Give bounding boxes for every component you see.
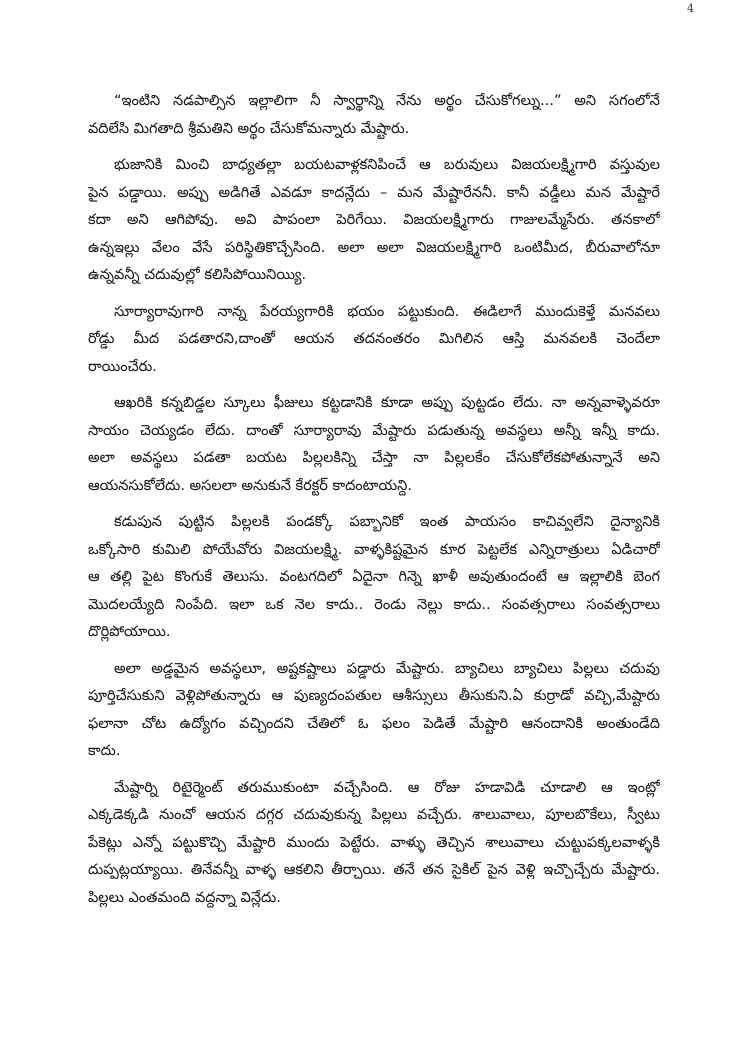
text-line: రోడ్డు మీద పడతారని,దాంతో ఆయన తదనంతరం మిగిలిన ఆస్తి మనవలకి చెందేలా (88, 331, 660, 347)
text-line: కదా అని ఆగిపోవు. అవి పాపంలా పెరిగేయి. విజయలక్ష్మిగారు గాజులమ్మేసేరు. తనకాలో (88, 212, 660, 228)
paragraph-4 (88, 390, 660, 500)
paragraph-2 (88, 152, 660, 290)
text-line: అలా అవస్థలు పడతా బయట పిల్లలకిన్ని చేస్తా నా పిల్లలకేం చేసుకోలేకపోతున్నానే అని (88, 450, 660, 466)
text-line: పేకెట్లు ఎన్నో పట్టుకొచ్చి మేష్టారి ముందు పెట్టేరు. వాళ్ళు తెచ్చిన శాలువాలు చుట్టుపక్కలవాళ్ళకి (88, 834, 660, 851)
text-line: సూర్యారావుగారి నాన్న పేరయ్యగారికి భయం పట్టుకుంది. ఈడిలాగే ముందుకెళ్తే మనవలు (114, 303, 660, 320)
text-line: దుప్పట్లయ్యాయి. తినేవన్నీ వాళ్ళ ఆకలిని తీర్చాయి. తనే తన సైకిల్ పైన వెళ్లి ఇచ్చొచ్చేరు మేష్టారు. (88, 862, 660, 878)
paragraph-6 (88, 656, 660, 766)
text-line: కడుపున పుట్టిన పిల్లలకి పండక్కో పబ్బానికో ఇంత పాయసం కాచివ్వలేని దైన్యానికి (114, 514, 660, 530)
text-line: మొదలయ్యేది నింపేది. ఇలా ఒక నెల కాదు.. రెండు నెల్లు కాదు.. సంవత్సరాలు సంవత్సరాలు (88, 596, 660, 613)
text-line: ఎక్కడెక్కడి నుంచో ఆయన దగ్గర చదువుకున్న పిల్లలు వచ్చేరు. శాలువాలు, పూలబొకేలు, స్వీటు (88, 807, 660, 823)
document-body (88, 88, 660, 921)
text-line: ఉన్నఇల్లు వేలం వేసే పరిస్థితికొచ్చేసింది. అలా అలా విజయలక్ష్మిగారి ఒంటిమీద, బీరువాలోనూ (88, 239, 660, 256)
text-line: ఆ తల్లి పైట కొంగుకే తెలుసు. వంటగదిలో ఏదైనా గిన్నె ఖాళీ అవుతుందంటే ఆ ఇల్లాలికి బెంగ (88, 569, 660, 585)
text-line: అలా అడ్డమైన అవస్థలూ, అష్టకష్టాలు పడ్డారు మేష్టారు. బ్యాచిలు బ్యాచిలు పిల్లలు చదువు (114, 660, 660, 677)
text-line: పిల్లలు ఎంతమంది వద్దన్నా విన్లేదు. (88, 889, 281, 906)
text-line: కాదు. (88, 743, 121, 759)
text-line: ఉన్నవన్నీ చదువుల్లో కలిసిపోయినియ్యి. (88, 267, 307, 283)
text-line: ఫలానా చోట ఉద్యోగం వచ్చిందని చేతిలో ఓ ఫలం పెడితే మేష్టారి ఆనందానికి అంతుండేది (88, 715, 660, 732)
text-line: భుజానికి మించి బాధ్యతల్లా బయటవాళ్లకనిపించే ఆ బరువులు విజయలక్ష్మిగారి వస్తువుల (114, 157, 660, 173)
paragraph-5 (88, 509, 660, 647)
text-line: ఆయనసుకోలేదు. అసలలా అనుకునే కేరక్టర్ కాదంటాయన్ది. (88, 477, 412, 494)
page-number: 4 (687, 2, 694, 15)
text-line: మేష్టార్ని రిటైర్మెంట్ తరుముకుంటా వచ్చేసింది. ఆ రోజు హడావిడి చూడాలి ఆ ఇంట్లో (114, 779, 660, 796)
text-line: ఒక్కోసారి కుమిలి పోయేవోరు విజయలక్ష్మి. వాళ్ళకిష్టమైన కూర పెట్టలేక ఎన్నిరాత్రులు ఏడిచారో (88, 541, 660, 558)
text-line: పూర్తిచేసుకుని వెళ్లిపోతున్నారు ఆ పుణ్యదంపతుల ఆశీస్సులు తీసుకుని.ఏ కుర్రాడో వచ్చి,మేష్టారు (88, 688, 660, 704)
text-line: దొర్లిపోయాయి. (88, 624, 171, 640)
text-line: ఆఖరికి కన్నబిడ్డల స్కూలు ఫీజులు కట్టడానికి కూడా అప్పు పుట్టడం లేదు. నా అన్నవాళ్ళెవరూ (114, 395, 660, 411)
paragraph-3 (88, 299, 660, 382)
text-line: “ఇంటిని నడపాల్సిన ఇల్లాలిగా నీ స్వార్థాన్ని నేను అర్థం చేసుకోగల్ను...” అని సగంలోనే (114, 93, 660, 109)
text-line: రాయించేరు. (88, 358, 157, 375)
text-line: పైన పడ్డాయి. అప్పు అడిగితే ఎవడూ కాదన్లేదు – మన మేష్టారేననీ. కానీ వడ్డీలు మన మేష్టారే (88, 184, 660, 201)
paragraph-7 (88, 775, 660, 913)
text-line: వదిలేసి మిగతాది శ్రీమతిని అర్థం చేసుకోమన్నారు మేష్టారు. (88, 120, 410, 137)
text-line: సాయం చెయ్యడం లేదు. దాంతో సూర్యారావు మేష్టారు పడుతున్న అవస్థలు అన్నీ ఇన్నీ కాదు. (88, 422, 660, 439)
paragraph-1 (88, 88, 660, 143)
